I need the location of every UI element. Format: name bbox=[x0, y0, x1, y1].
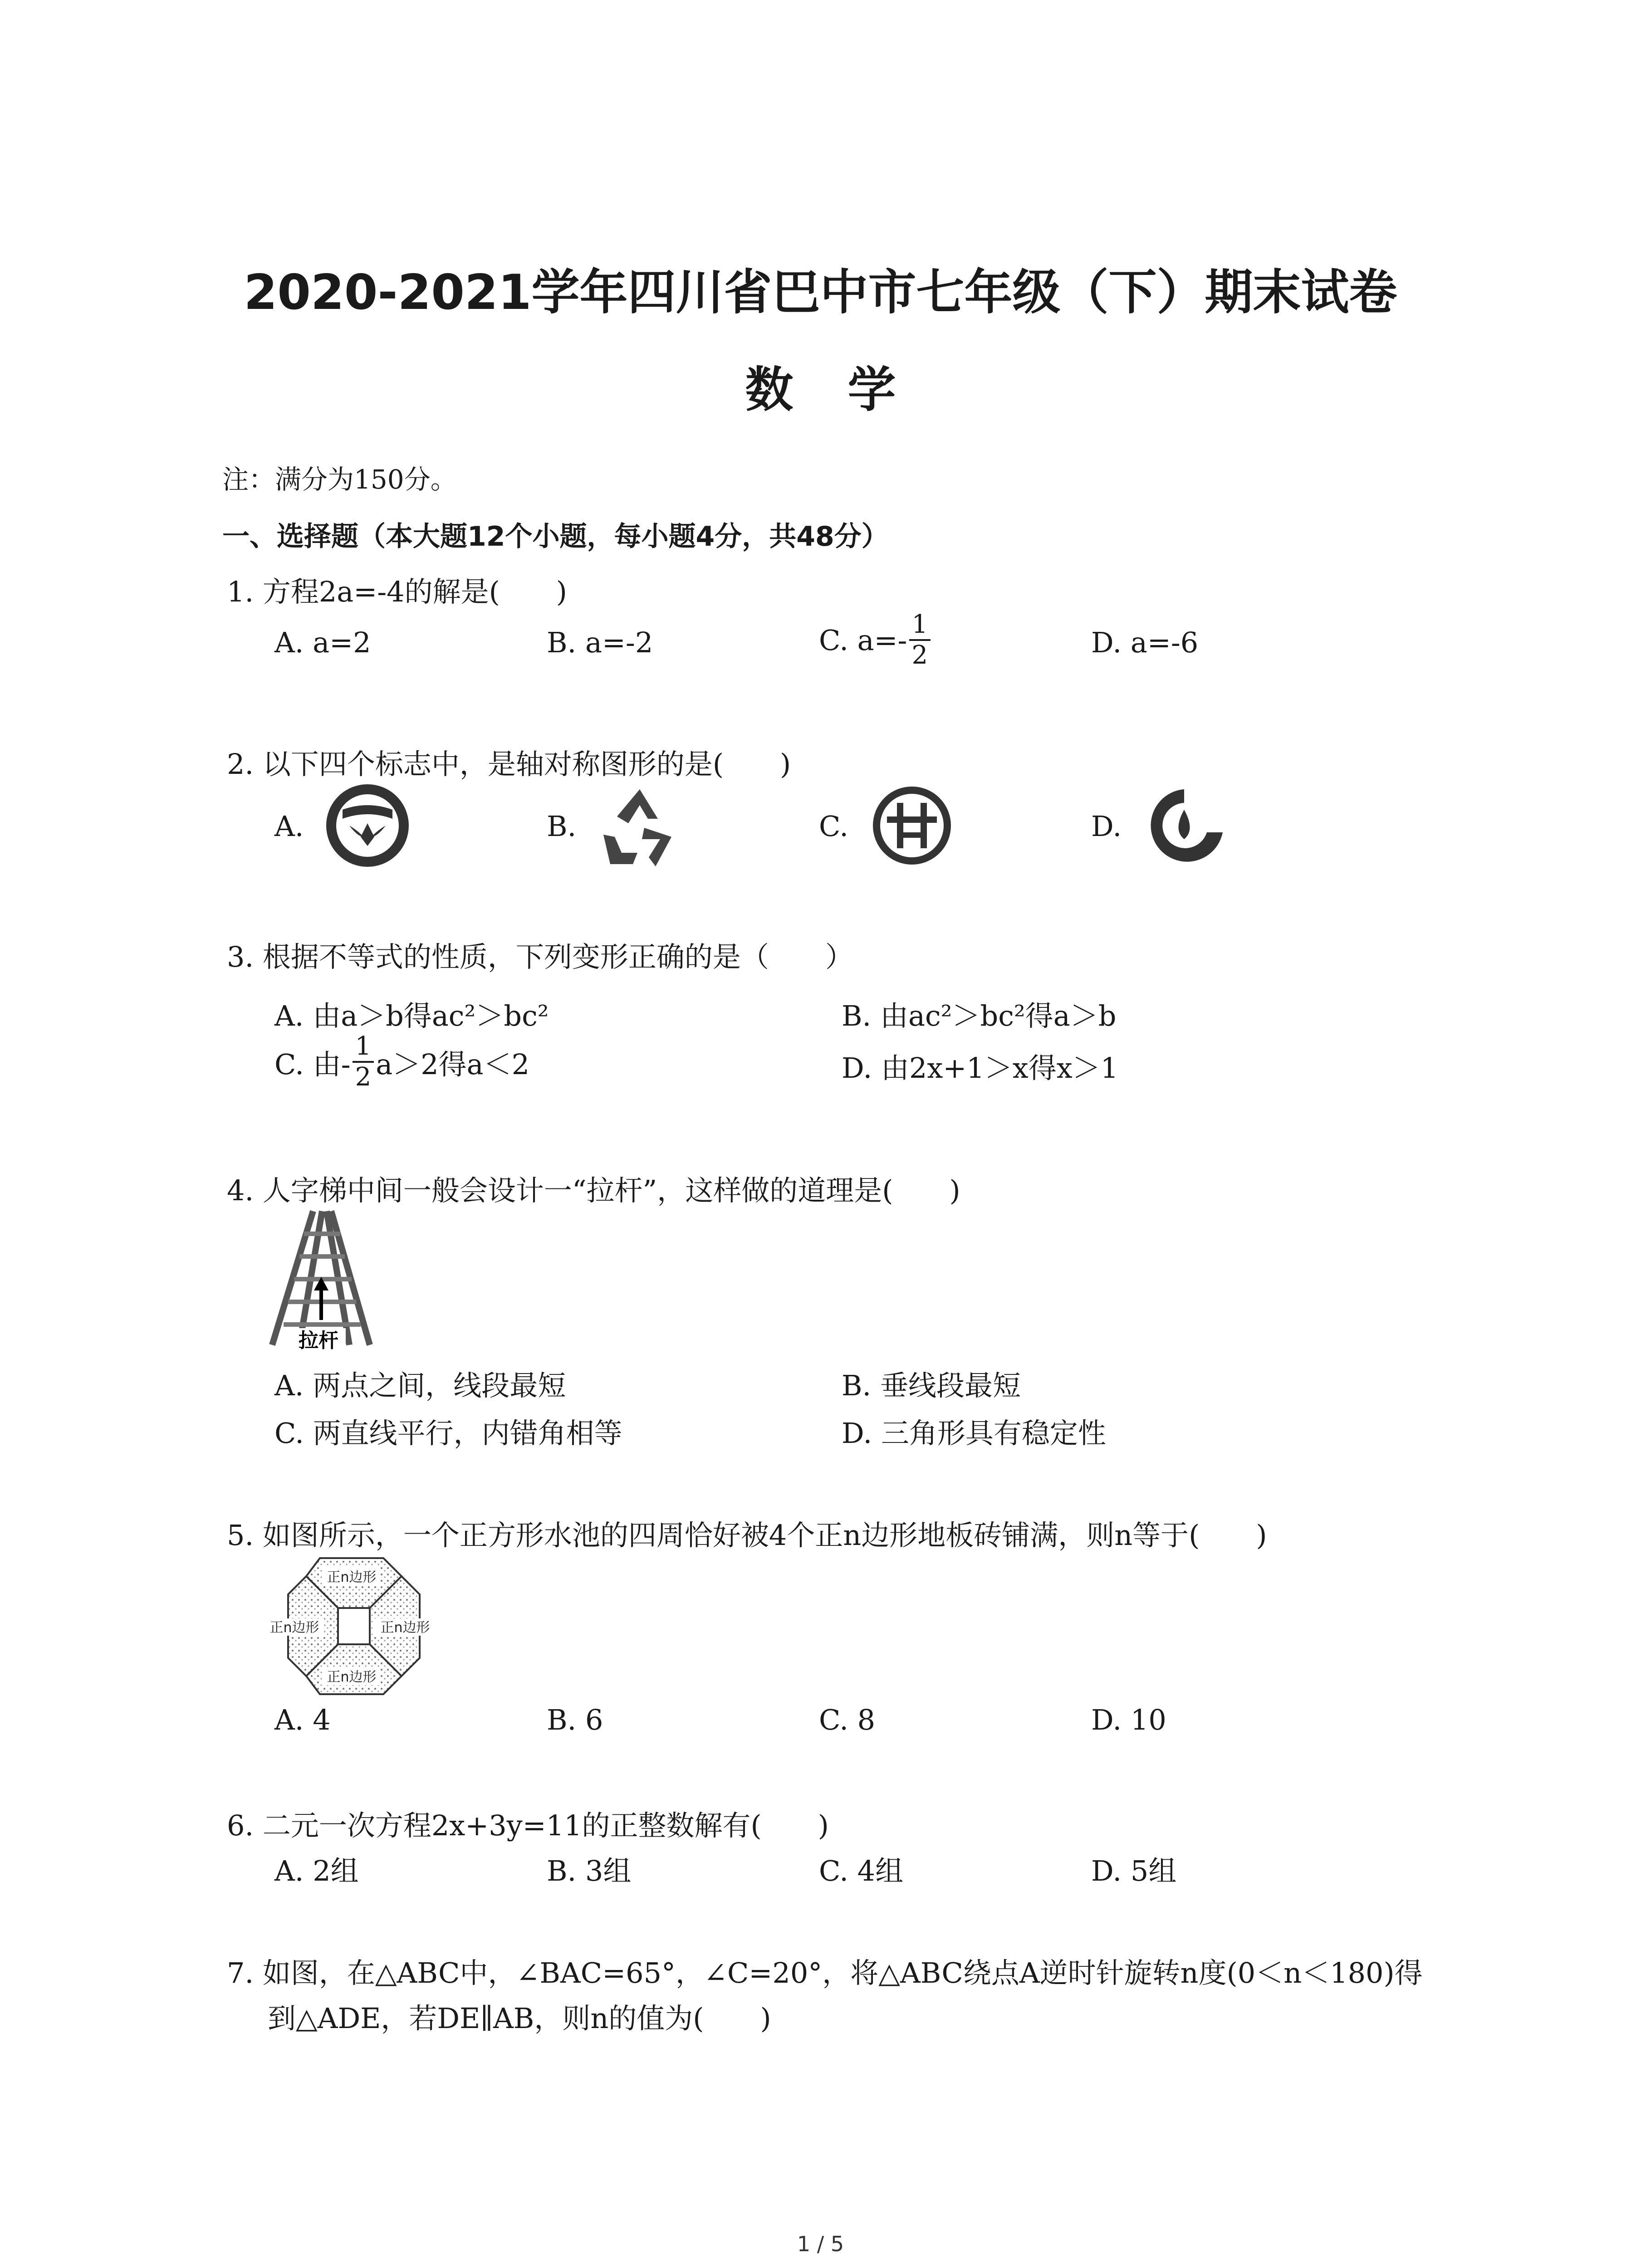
q3-stem: 3. 根据不等式的性质，下列变形正确的是（ ） bbox=[227, 940, 853, 973]
section-heading: 一、选择题（本大题12个小题，每小题4分，共48分） bbox=[222, 521, 889, 552]
q3-fraction-den: 2 bbox=[355, 1062, 372, 1092]
q6-option-c: C. 4组 bbox=[819, 1854, 904, 1887]
q1-fraction bbox=[909, 610, 931, 670]
tile-label-right: 正n边形 bbox=[380, 1620, 430, 1636]
q1-option-c bbox=[819, 610, 932, 670]
q2-option-b: B. bbox=[547, 810, 577, 843]
score-note: 注：满分为150分。 bbox=[222, 464, 457, 495]
q6-stem: 6. 二元一次方程2x+3y=11的正整数解有( ) bbox=[227, 1809, 829, 1842]
q5-option-d: D. 10 bbox=[1091, 1703, 1166, 1736]
q3-option-c bbox=[274, 1032, 529, 1092]
q2-stem: 2. 以下四个标志中，是轴对称图形的是( ) bbox=[227, 748, 791, 781]
q6-option-b: B. 3组 bbox=[547, 1854, 632, 1887]
q2-option-c: C. bbox=[819, 810, 848, 843]
q3-option-b: B. 由ac²＞bc²得a＞b bbox=[842, 999, 1117, 1032]
q1-fraction-den: 2 bbox=[911, 640, 928, 670]
q5-stem: 5. 如图所示，一个正方形水池的四周恰好被4个正n边形地板砖铺满，则n等于( ) bbox=[227, 1519, 1267, 1552]
q3-fraction bbox=[353, 1032, 374, 1092]
q5-option-a: A. 4 bbox=[274, 1703, 331, 1736]
ladder-label: 拉杆 bbox=[299, 1329, 338, 1352]
page-number: 1 / 5 bbox=[797, 2232, 844, 2256]
tile-label-bottom: 正n边形 bbox=[327, 1669, 377, 1685]
logo-a-icon bbox=[324, 782, 411, 869]
q1-stem: 1. 方程2a=-4的解是( ) bbox=[227, 575, 567, 608]
subject-title: 数学 bbox=[745, 362, 950, 418]
q4-option-d: D. 三角形具有稳定性 bbox=[842, 1417, 1106, 1450]
page-title: 2020-2021学年四川省巴中市七年级（下）期末试卷 bbox=[244, 264, 1397, 320]
q2-option-d: D. bbox=[1091, 810, 1122, 843]
q3-option-c-pre: C. 由- bbox=[274, 1047, 351, 1081]
q4-option-b: B. 垂线段最短 bbox=[842, 1369, 1021, 1402]
q4-option-a: A. 两点之间，线段最短 bbox=[274, 1369, 566, 1402]
logo-d-icon bbox=[1139, 782, 1230, 869]
q4-stem: 4. 人字梯中间一般会设计一“拉杆”，这样做的道理是( ) bbox=[227, 1174, 960, 1207]
q5-option-c: C. 8 bbox=[819, 1703, 876, 1736]
q1-option-d: D. a=-6 bbox=[1091, 626, 1199, 659]
q7-stem-line2: 到△ADE，若DE∥AB，则n的值为( ) bbox=[268, 2002, 771, 2035]
ladder-figure bbox=[263, 1207, 381, 1352]
q1-option-c-text: C. a=- bbox=[819, 623, 907, 657]
q6-option-d: D. 5组 bbox=[1091, 1854, 1177, 1887]
q6-option-a: A. 2组 bbox=[274, 1854, 359, 1887]
q1-option-a: A. a=2 bbox=[274, 626, 371, 659]
q3-option-d: D. 由2x+1＞x得x＞1 bbox=[842, 1051, 1119, 1085]
q3-fraction-num: 1 bbox=[353, 1032, 374, 1063]
recycle-logo-icon bbox=[594, 780, 685, 871]
q3-option-c-post: a＞2得a＜2 bbox=[376, 1047, 530, 1081]
tile-label-left: 正n边形 bbox=[269, 1620, 319, 1636]
q7-stem-line1: 7. 如图，在△ABC中，∠BAC=65°，∠C=20°，将△ABC绕点A逆时针旋转n度(0＜n＜180)得 bbox=[227, 1956, 1423, 1989]
logo-c-icon bbox=[869, 782, 955, 869]
q1-fraction-num: 1 bbox=[909, 610, 931, 641]
q2-option-a: A. bbox=[274, 810, 304, 843]
q5-option-b: B. 6 bbox=[547, 1703, 603, 1736]
pool-tiling-figure bbox=[265, 1554, 442, 1699]
q1-option-b: B. a=-2 bbox=[547, 626, 653, 659]
q3-option-a: A. 由a＞b得ac²＞bc² bbox=[274, 999, 549, 1032]
tile-label-top: 正n边形 bbox=[327, 1569, 377, 1585]
q4-option-c: C. 两直线平行，内错角相等 bbox=[274, 1417, 622, 1450]
